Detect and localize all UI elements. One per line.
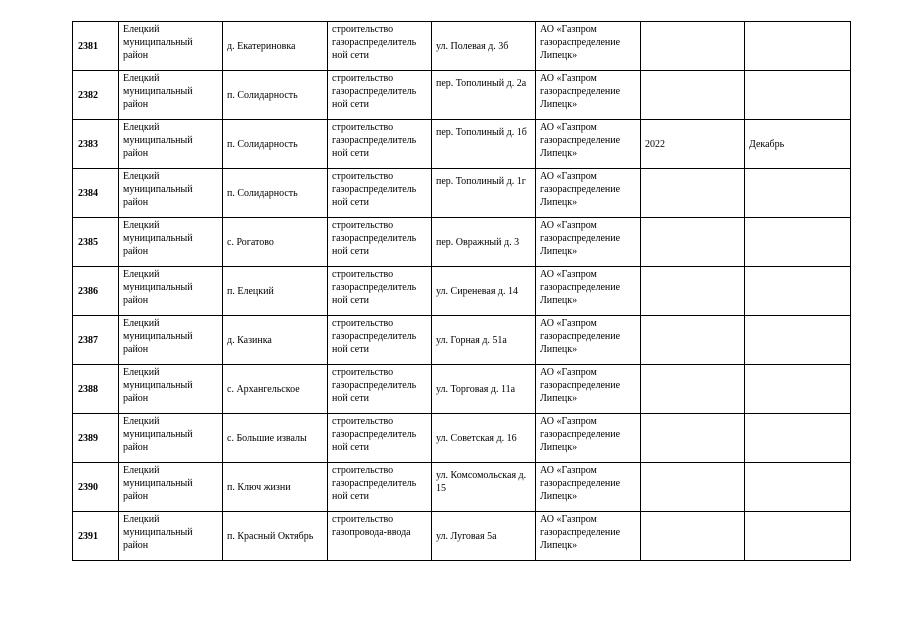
month-cell — [745, 316, 851, 365]
table-row — [73, 218, 851, 267]
address-cell: ул. Советская д. 16 — [432, 414, 536, 463]
district-cell: Елецкий муниципальный район — [119, 414, 223, 463]
settlement-cell: п. Солидарность — [223, 169, 328, 218]
table-row — [73, 316, 851, 365]
month-cell — [745, 22, 851, 71]
address-cell: ул. Полевая д. 3б — [432, 22, 536, 71]
month-cell — [745, 365, 851, 414]
address-cell: ул. Луговая 5а — [432, 512, 536, 561]
row-number-cell: 2386 — [73, 267, 119, 316]
year-cell — [641, 365, 745, 414]
month-cell — [745, 267, 851, 316]
table-row — [73, 71, 851, 120]
address-cell: пер. Тополиный д. 1г — [432, 169, 536, 218]
month-cell — [745, 71, 851, 120]
year-cell — [641, 218, 745, 267]
table-row — [73, 512, 851, 561]
work-type-cell: строительство газораспределитель ной сети — [328, 169, 432, 218]
year-cell — [641, 22, 745, 71]
work-type-cell: строительство газораспределитель ной сети — [328, 120, 432, 169]
settlement-cell: п. Ключ жизни — [223, 463, 328, 512]
work-type-cell: строительство газораспределитель ной сети — [328, 463, 432, 512]
row-number-cell: 2390 — [73, 463, 119, 512]
organization-cell: АО «Газпром газораспределение Липецк» — [536, 267, 641, 316]
district-cell: Елецкий муниципальный район — [119, 512, 223, 561]
year-cell — [641, 414, 745, 463]
row-number-cell: 2381 — [73, 22, 119, 71]
settlement-cell: с. Большие извалы — [223, 414, 328, 463]
work-type-cell: строительство газораспределитель ной сети — [328, 414, 432, 463]
table-row — [73, 22, 851, 71]
table-row — [73, 414, 851, 463]
year-cell — [641, 316, 745, 365]
year-cell: 2022 — [641, 120, 745, 169]
organization-cell: АО «Газпром газораспределение Липецк» — [536, 414, 641, 463]
district-cell: Елецкий муниципальный район — [119, 267, 223, 316]
month-cell — [745, 169, 851, 218]
district-cell: Елецкий муниципальный район — [119, 71, 223, 120]
settlement-cell: п. Солидарность — [223, 120, 328, 169]
settlement-cell: с. Рогатово — [223, 218, 328, 267]
work-type-cell: строительство газораспределитель ной сети — [328, 365, 432, 414]
district-cell: Елецкий муниципальный район — [119, 316, 223, 365]
year-cell — [641, 512, 745, 561]
row-number-cell: 2391 — [73, 512, 119, 561]
table-row — [73, 267, 851, 316]
address-cell: ул. Торговая д. 11а — [432, 365, 536, 414]
settlement-cell: с. Архангельское — [223, 365, 328, 414]
table-row — [73, 169, 851, 218]
gas-registry-table — [72, 21, 851, 561]
work-type-cell: строительство газораспределитель ной сети — [328, 22, 432, 71]
year-cell — [641, 71, 745, 120]
settlement-cell: д. Екатериновка — [223, 22, 328, 71]
year-cell — [641, 169, 745, 218]
district-cell: Елецкий муниципальный район — [119, 463, 223, 512]
row-number-cell: 2388 — [73, 365, 119, 414]
month-cell — [745, 512, 851, 561]
month-cell: Декабрь — [745, 120, 851, 169]
district-cell: Елецкий муниципальный район — [119, 365, 223, 414]
address-cell: ул. Сиреневая д. 14 — [432, 267, 536, 316]
row-number-cell: 2382 — [73, 71, 119, 120]
settlement-cell: п. Солидарность — [223, 71, 328, 120]
work-type-cell: строительство газораспределитель ной сети — [328, 316, 432, 365]
address-cell: пер. Тополиный д. 2а — [432, 71, 536, 120]
work-type-cell: строительство газораспределитель ной сети — [328, 71, 432, 120]
row-number-cell: 2384 — [73, 169, 119, 218]
row-number-cell: 2387 — [73, 316, 119, 365]
organization-cell: АО «Газпром газораспределение Липецк» — [536, 463, 641, 512]
organization-cell: АО «Газпром газораспределение Липецк» — [536, 22, 641, 71]
organization-cell: АО «Газпром газораспределение Липецк» — [536, 512, 641, 561]
table-row — [73, 365, 851, 414]
organization-cell: АО «Газпром газораспределение Липецк» — [536, 169, 641, 218]
district-cell: Елецкий муниципальный район — [119, 218, 223, 267]
table-row — [73, 463, 851, 512]
work-type-cell: строительство газораспределитель ной сети — [328, 218, 432, 267]
work-type-cell: строительство газораспределитель ной сети — [328, 267, 432, 316]
address-cell: ул. Горная д. 51а — [432, 316, 536, 365]
table-row — [73, 120, 851, 169]
work-type-cell: строительство газопровода-ввода — [328, 512, 432, 561]
organization-cell: АО «Газпром газораспределение Липецк» — [536, 316, 641, 365]
organization-cell: АО «Газпром газораспределение Липецк» — [536, 365, 641, 414]
month-cell — [745, 218, 851, 267]
settlement-cell: д. Казинка — [223, 316, 328, 365]
address-cell: пер. Овражный д. 3 — [432, 218, 536, 267]
year-cell — [641, 267, 745, 316]
month-cell — [745, 463, 851, 512]
address-cell: ул. Комсомольская д. 15 — [432, 463, 536, 512]
row-number-cell: 2389 — [73, 414, 119, 463]
district-cell: Елецкий муниципальный район — [119, 169, 223, 218]
district-cell: Елецкий муниципальный район — [119, 120, 223, 169]
settlement-cell: п. Елецкий — [223, 267, 328, 316]
month-cell — [745, 414, 851, 463]
address-cell: пер. Тополиный д. 1б — [432, 120, 536, 169]
year-cell — [641, 463, 745, 512]
organization-cell: АО «Газпром газораспределение Липецк» — [536, 71, 641, 120]
district-cell: Елецкий муниципальный район — [119, 22, 223, 71]
organization-cell: АО «Газпром газораспределение Липецк» — [536, 120, 641, 169]
organization-cell: АО «Газпром газораспределение Липецк» — [536, 218, 641, 267]
row-number-cell: 2383 — [73, 120, 119, 169]
row-number-cell: 2385 — [73, 218, 119, 267]
settlement-cell: п. Красный Октябрь — [223, 512, 328, 561]
